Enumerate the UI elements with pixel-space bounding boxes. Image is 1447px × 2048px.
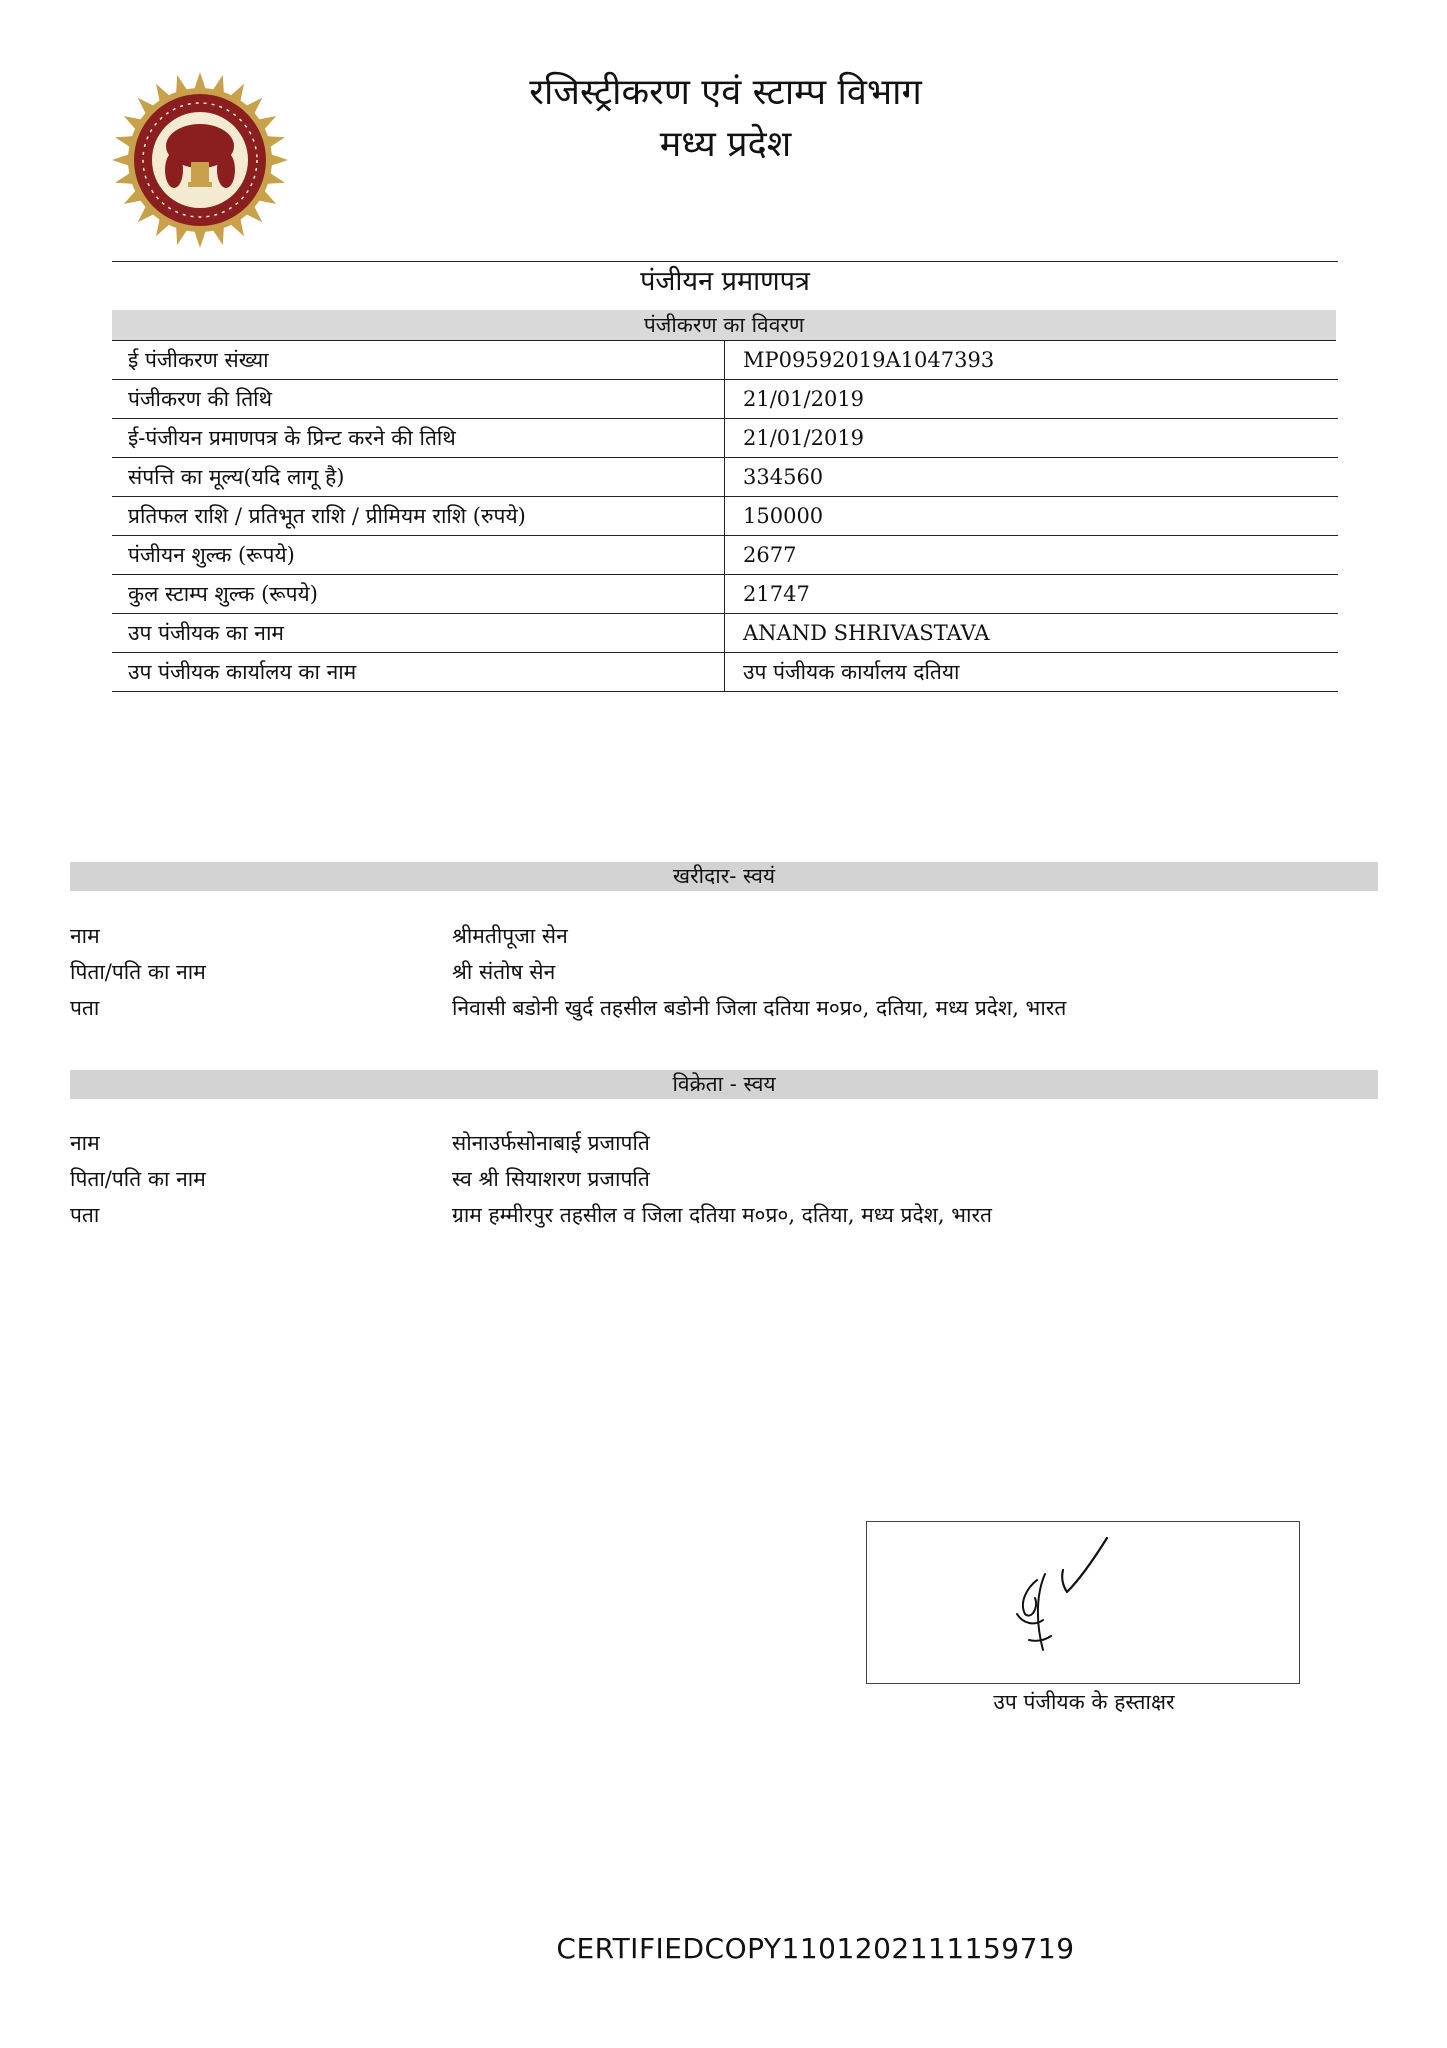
detail-label: पंजीकरण की तिथि [112, 380, 725, 419]
seller-name-label: नाम [70, 1131, 100, 1155]
detail-label: ई पंजीकरण संख्या [112, 341, 725, 380]
detail-value: उप पंजीयक कार्यालय दतिया [725, 653, 1339, 692]
buyer-father-label: पिता/पति का नाम [70, 960, 206, 984]
seller-heading-band [70, 1070, 1378, 1099]
detail-label: प्रतिफल राशि / प्रतिभूत राशि / प्रीमियम राशि (रुपये) [112, 497, 725, 536]
department-title: रजिस्ट्रीकरण एवं स्टाम्प विभाग [529, 72, 922, 113]
details-heading-band [112, 310, 1336, 341]
buyer-name-label: नाम [70, 924, 100, 948]
seller-heading: विक्रेता - स्वय [672, 1072, 776, 1096]
signature-caption: उप पंजीयक के हस्ताक्षर [993, 1690, 1175, 1714]
detail-value: 21747 [725, 575, 1339, 614]
buyer-address-value: निवासी बडोनी खुर्द तहसील बडोनी जिला दतिया म०प्र०, दतिया, मध्य प्रदेश, भारत [452, 996, 1067, 1020]
registration-details-table [112, 341, 1338, 692]
certificate-top-rule [112, 261, 1338, 262]
detail-value: 21/01/2019 [725, 419, 1339, 458]
detail-value: 334560 [725, 458, 1339, 497]
buyer-address-label: पता [70, 996, 100, 1020]
seller-address-value: ग्राम हम्मीरपुर तहसील व जिला दतिया म०प्र०, दतिया, मध्य प्रदेश, भारत [452, 1203, 992, 1227]
detail-label: उप पंजीयक कार्यालय का नाम [112, 653, 725, 692]
detail-label: उप पंजीयक का नाम [112, 614, 725, 653]
seller-address-row [70, 1197, 1380, 1233]
table-row [112, 653, 1338, 692]
table-row [112, 575, 1338, 614]
buyer-address-row [70, 990, 1380, 1026]
buyer-name-value: श्रीमतीपूजा सेन [452, 924, 568, 948]
certified-copy-number: CERTIFIEDCOPY1101202111159719 [556, 1932, 1075, 1965]
detail-value: 2677 [725, 536, 1339, 575]
table-row [112, 341, 1338, 380]
table-row [112, 380, 1338, 419]
buyer-heading-band [70, 862, 1378, 891]
state-title: मध्य प्रदेश [659, 124, 792, 165]
detail-value: 21/01/2019 [725, 380, 1339, 419]
detail-label: संपत्ति का मूल्य(यदि लागू है) [112, 458, 725, 497]
table-row [112, 614, 1338, 653]
table-row [112, 497, 1338, 536]
seller-name-row [70, 1125, 1380, 1161]
details-heading: पंजीकरण का विवरण [643, 313, 805, 337]
seller-father-label: पिता/पति का नाम [70, 1167, 206, 1191]
detail-value: 150000 [725, 497, 1339, 536]
detail-label: पंजीयन शुल्क (रूपये) [112, 536, 725, 575]
handwritten-signature [867, 1522, 1299, 1683]
buyer-heading: खरीदार- स्वयं [672, 864, 776, 888]
seller-name-value: सोनाउर्फसोनाबाई प्रजापति [452, 1131, 650, 1155]
table-row [112, 536, 1338, 575]
detail-label: ई-पंजीयन प्रमाणपत्र के प्रिन्ट करने की तिथि [112, 419, 725, 458]
detail-label: कुल स्टाम्प शुल्क (रूपये) [112, 575, 725, 614]
detail-value: MP09592019A1047393 [725, 341, 1339, 380]
seller-father-value: स्व श्री सियाशरण प्रजापति [452, 1167, 650, 1191]
seller-address-label: पता [70, 1203, 100, 1227]
detail-value: ANAND SHRIVASTAVA [725, 614, 1339, 653]
buyer-father-value: श्री संतोष सेन [452, 960, 556, 984]
seller-father-row [70, 1161, 1380, 1197]
table-row [112, 458, 1338, 497]
table-row [112, 419, 1338, 458]
buyer-father-row [70, 954, 1380, 990]
certificate-title: पंजीयन प्रमाणपत्र [640, 266, 810, 297]
signature-box [866, 1521, 1300, 1684]
buyer-name-row [70, 918, 1380, 954]
